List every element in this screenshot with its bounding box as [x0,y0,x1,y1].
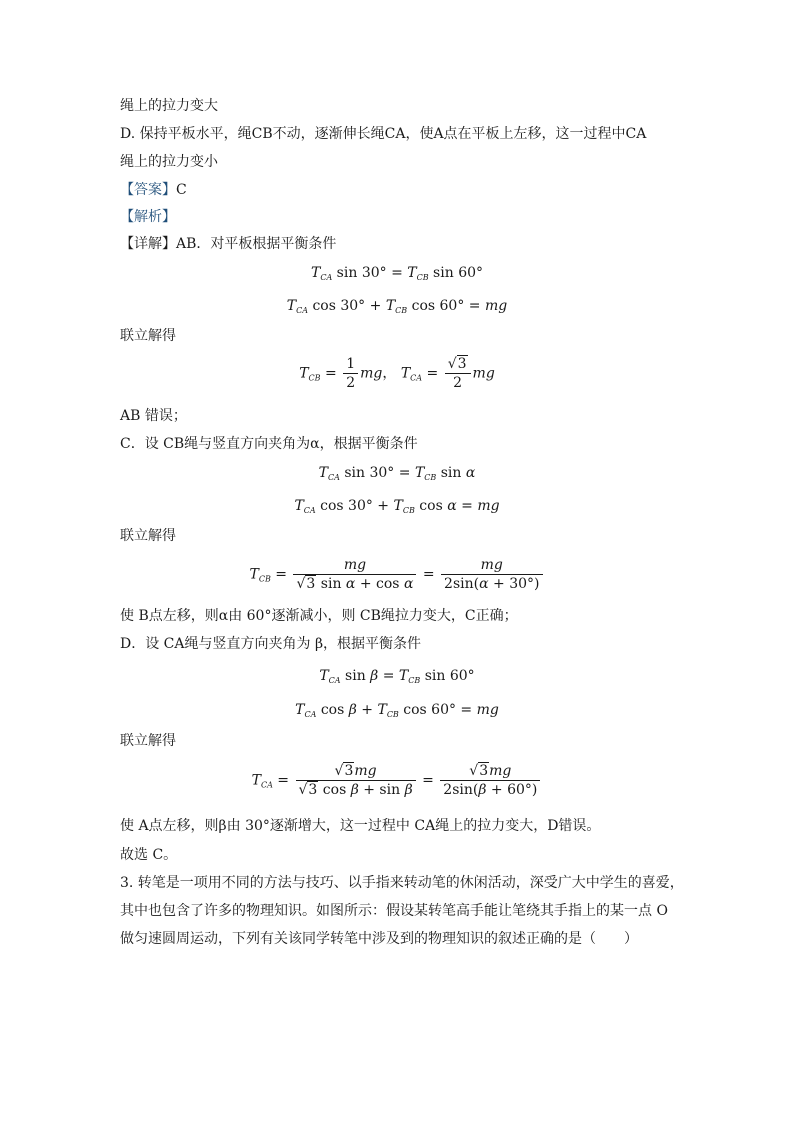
lianli-1: 联立解得 [120,328,176,344]
analysis-tag: 【解析】 [120,209,176,225]
question-3-line-2: 其中也包含了许多的物理知识。如图所示：假设某转笔高手能让笔绕其手指上的某一点 O [120,903,668,919]
c-conclusion: 使 B点左移，则α由 60°逐渐减小，则 CB绳拉力变大，C正确； [120,608,518,624]
equation-3: $T_{CB}$ = $\frac{1}{2}$ mg， $T_{CA}$ = $\frac{√3}{2}$ mg [299,356,495,391]
c-intro: C．设 CB绳与竖直方向夹角为α，根据平衡条件 [120,436,418,452]
equation-5: $T_{CA}$ $\cos 30^\circ + T_{CB}$ cos α = mg [294,498,500,515]
answer-tag: 【答案】 [120,182,176,198]
detail-text: AB．对平板根据平衡条件 [176,236,337,252]
answer-value: C [176,182,187,198]
equation-8: $T_{CA}$ $\cos \beta + T_{CB}$ cos 60° = mg [295,702,499,719]
equation-4: $T_{CA}$ $\sin 30^\circ = T_{CB}$ sin α [318,465,476,482]
text-line-option-d: D. 保持平板水平，绳CB不动，逐渐伸长绳CA，使A点在平板上左移，这一过程中CA [120,126,647,142]
choose-line: 故选 C。 [120,847,178,863]
detail-line [120,234,336,254]
d-intro: D．设 CA绳与竖直方向夹角为 β，根据平衡条件 [120,636,422,652]
lianli-3: 联立解得 [120,733,176,749]
answer-line [120,180,187,200]
equation-6: $T_{CB}$ = $\frac{mg}{\text{√3 sin α + cos α}}$ = $\frac{mg}{2\sin(\alpha + 30^\circ)}$ [0,556,794,593]
question-3-line-1: 3. 转笔是一项用不同的方法与技巧、以手指来转动笔的休闲活动，深受广大中学生的喜爱， [120,875,684,891]
lianli-2: 联立解得 [120,528,176,544]
d-conclusion: 使 A点左移，则β由 30°逐渐增大，这一过程中 CA绳上的拉力变大，D错误。 [120,818,601,834]
ab-wrong: AB 错误； [120,408,187,424]
detail-tag: 【详解】 [120,236,176,252]
equation-1: $T_{CA}$ $\sin 30^\circ = T_{CB}$ sin 60° [310,265,484,282]
equation-2: $T_{CA}$ $\cos 30^\circ + T_{CB}$ cos 60° = mg [286,298,508,315]
equation-9: $T_{CA}$ = $\frac{√3mg}{\text{√3 cos β + sin β}}$ = $\frac{√3mg}{2\sin(\beta + 60^\circ)}$ [0,762,794,799]
question-3-line-3: 做匀速圆周运动，下列有关该同学转笔中涉及到的物理知识的叙述正确的是（ ） [120,931,638,947]
text-line-1: 绳上的拉力变大 [120,98,218,114]
equation-7: $T_{CA}$ $\sin \beta = T_{CB}$ sin 60° [319,668,475,685]
text-line-3: 绳上的拉力变小 [120,154,218,170]
